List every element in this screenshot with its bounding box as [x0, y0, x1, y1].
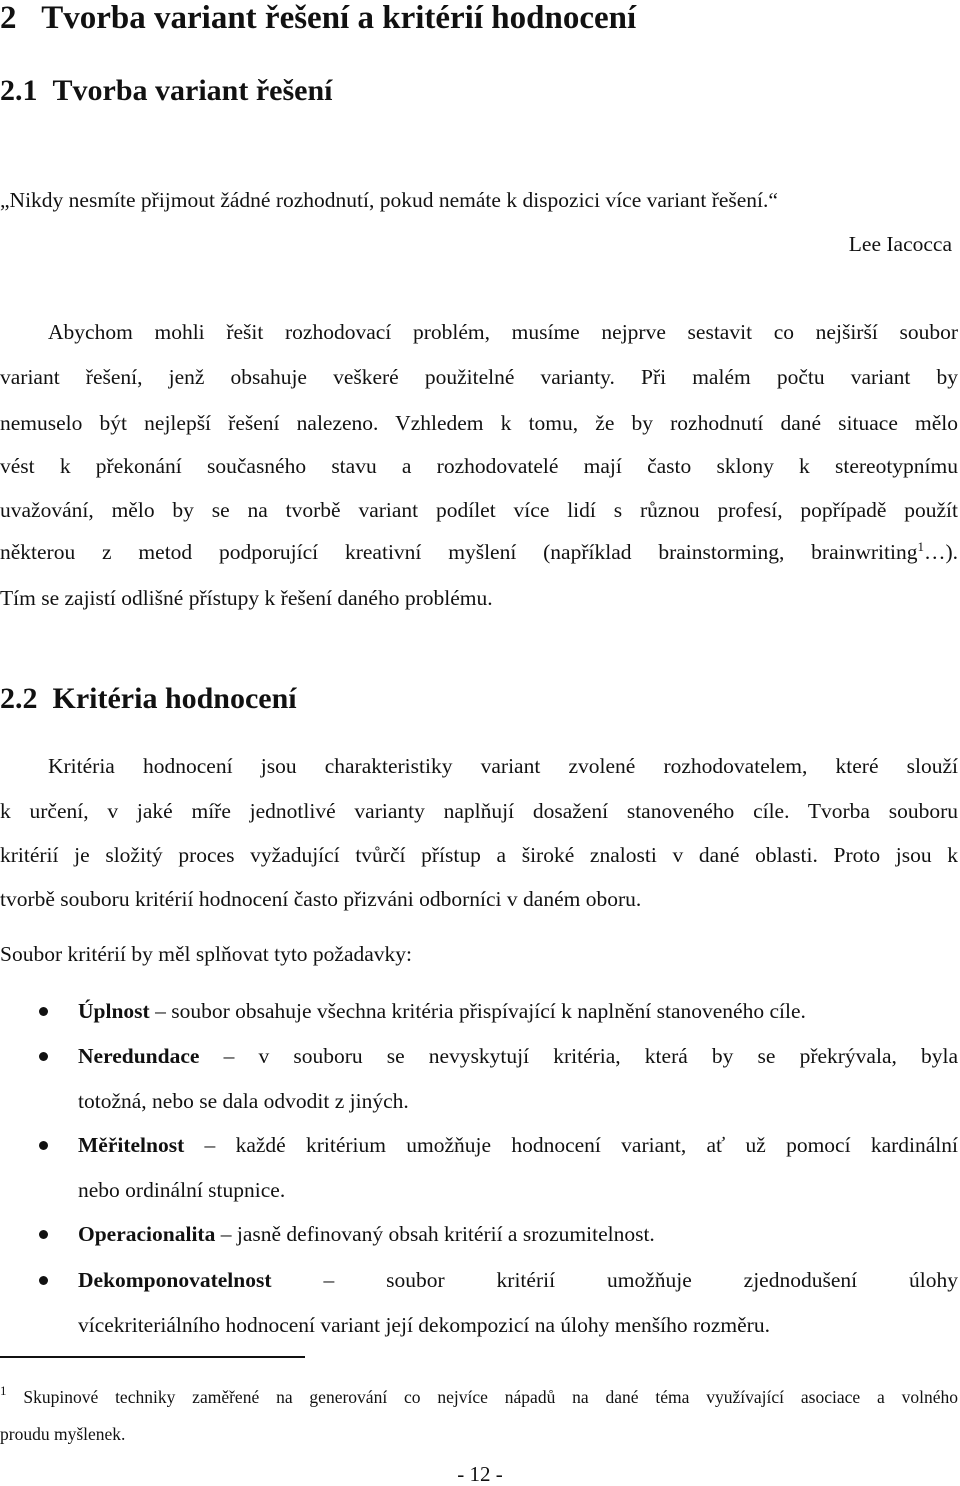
paragraph-line: Abychom mohli řešit rozhodovací problém, musíme nejprve sestavit co nejširší soubor [48, 320, 958, 344]
footnote-reference: 1 [917, 539, 924, 554]
section-title: Kritéria hodnocení [52, 682, 297, 715]
footnote-text: Skupinové techniky zaměřené na generování co nejvíce nápadů na dané téma využívající asociace a volného [23, 1387, 959, 1407]
paragraph-text: některou z metod podporující kreativní myšlení (například brainstorming, brainwriting [0, 540, 918, 564]
footnote-divider [0, 1356, 305, 1358]
section-title: Tvorba variant řešení [52, 74, 333, 107]
paragraph-line: Kritéria hodnocení jsou charakteristiky variant zvolené rozhodovatelem, které slouží [48, 754, 958, 778]
section-heading-2-2 [0, 680, 297, 718]
requirement-description: – v souboru se nevyskytují kritéria, která by se překrývala, byla [223, 1044, 959, 1068]
requirement-description: – soubor kritérií umožňuje zjednodušení úlohy [323, 1268, 959, 1292]
requirement-term: Úplnost [78, 999, 150, 1023]
section-heading-2-1 [0, 72, 332, 110]
bullet-icon [39, 1052, 48, 1061]
section-number: 2.2 [0, 682, 38, 715]
requirement-term: Neredundace [78, 1044, 200, 1068]
requirements-intro: Soubor kritérií by měl splňovat tyto požadavky: [0, 942, 413, 966]
requirement-term: Dekomponovatelnost [78, 1268, 272, 1292]
requirement-description: – jasně definovaný obsah kritérií a srozumitelnost. [220, 1222, 655, 1246]
paragraph-line: uvažování, mělo by se na tvorbě variant podílet více lidí s různou profesí, popřípadě použít [0, 498, 958, 522]
requirement-description: – každé kritérium umožňuje hodnocení variant, ať už pomocí kardinální [204, 1133, 959, 1157]
chapter-title: Tvorba variant řešení a kritérií hodnocení [41, 0, 637, 36]
paragraph-line: Tím se zajistí odlišné přístupy k řešení daného problému. [0, 586, 493, 610]
requirement-item [78, 997, 958, 1025]
paragraph-line: kritérií je složitý proces vyžadující tvůrčí přístup a široké znalosti v dané oblasti. Proto jsou k [0, 843, 958, 867]
requirement-term: Měřitelnost [78, 1133, 185, 1157]
quote-author: Lee Iacocca [848, 232, 952, 256]
requirement-item [78, 1131, 958, 1159]
requirement-item [78, 1220, 958, 1248]
bullet-icon [39, 1230, 48, 1239]
paragraph-line: vést k překonání současného stavu a rozhodovatelé mají často sklony k stereotypnímu [0, 454, 958, 478]
paragraph-line: k určení, v jaké míře jednotlivé varianty naplňují dosažení stanoveného cíle. Tvorba souboru [0, 799, 958, 823]
requirement-continuation: vícekriteriálního hodnocení variant její dekompozicí na úlohy menšího rozměru. [78, 1313, 770, 1337]
requirement-item [78, 1266, 958, 1294]
requirement-term: Operacionalita [78, 1222, 216, 1246]
bullet-icon [39, 1007, 48, 1016]
quote-text: „Nikdy nesmíte přijmout žádné rozhodnutí, pokud nemáte k dispozici více variant řešení.“ [0, 188, 778, 212]
footnote-line [0, 1385, 958, 1409]
section-number: 2.1 [0, 74, 38, 107]
paragraph-line: variant řešení, jenž obsahuje veškeré použitelné varianty. Při malém počtu variant by [0, 365, 958, 389]
requirement-description: – soubor obsahuje všechna kritéria přispívající k naplnění stanoveného cíle. [155, 999, 806, 1023]
paragraph-text: …). [923, 540, 958, 564]
chapter-number: 2 [0, 0, 17, 36]
requirement-continuation: nebo ordinální stupnice. [78, 1178, 286, 1202]
requirement-item [78, 1042, 958, 1070]
footnote-line: proudu myšlenek. [0, 1424, 126, 1444]
paragraph-line: nemuselo být nejlepší řešení nalezeno. Vzhledem k tomu, že by rozhodnutí dané situace mělo [0, 411, 958, 435]
bullet-icon [39, 1141, 48, 1150]
paragraph-line: tvorbě souboru kritérií hodnocení často přizváni odborníci v daném oboru. [0, 887, 642, 911]
requirement-continuation: totožná, nebo se dala odvodit z jiných. [78, 1089, 409, 1113]
page-number: - 12 - [457, 1462, 503, 1486]
bullet-icon [39, 1276, 48, 1285]
footnote-number: 1 [0, 1383, 7, 1398]
chapter-heading [0, 0, 636, 38]
paragraph-line-with-footnote [0, 538, 958, 566]
